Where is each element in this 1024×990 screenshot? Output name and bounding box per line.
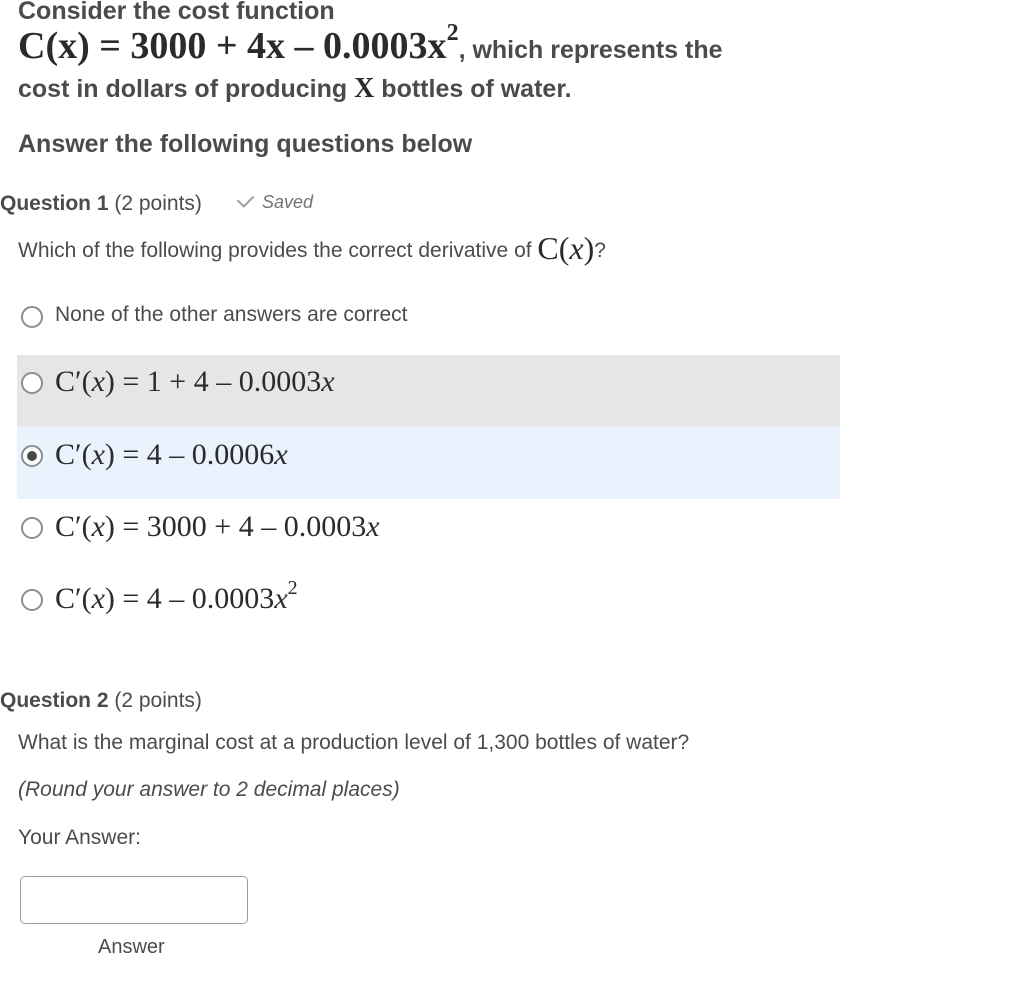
answer-instructions-heading: Answer the following questions below	[18, 130, 473, 158]
question-1-prompt: Which of the following provides the correct derivative of C(x)?	[18, 230, 606, 266]
answer-input-label: Answer	[98, 936, 165, 958]
option-exponent: 2	[287, 577, 298, 599]
your-answer-label: Your Answer:	[18, 826, 141, 849]
radio-dot-icon	[27, 451, 37, 461]
question-1-header	[0, 190, 202, 218]
cost-description: , which represents the	[458, 36, 723, 64]
cost-function-line	[18, 20, 723, 72]
radio-button[interactable]	[21, 306, 43, 328]
radio-button[interactable]	[21, 372, 43, 394]
cost-formula: $C(x) = 3000 + 4x - 0.0003x^2$	[18, 20, 459, 67]
option-label: C′(x) = 1 + 4 – 0.0003x	[55, 365, 335, 398]
answer-option-none[interactable]	[17, 281, 840, 353]
checkmark-icon	[237, 190, 255, 208]
radio-button[interactable]	[21, 517, 43, 539]
question-2-prompt: What is the marginal cost at a production level of 1,300 bottles of water?	[18, 731, 690, 754]
option-label: C′(x) = 4 – 0.0006x	[55, 438, 288, 471]
saved-status: Saved	[238, 189, 313, 215]
option-label: None of the other answers are correct	[55, 303, 408, 326]
answer-option-1[interactable]	[17, 355, 840, 427]
question-1-points: (2 points)	[108, 192, 202, 215]
variable-x: X	[354, 73, 375, 104]
question-2-points: (2 points)	[108, 689, 202, 712]
answer-option-4[interactable]	[17, 572, 840, 644]
question-2-header	[0, 687, 202, 715]
answer-option-3[interactable]	[17, 500, 840, 572]
intro-heading: Consider the cost function	[18, 0, 335, 25]
cost-formula-exponent: 2	[446, 20, 459, 46]
answer-option-2-selected[interactable]	[17, 427, 840, 499]
option-label: $C'(x) = 4 - 0.0003x^2$	[55, 577, 298, 615]
answer-input[interactable]	[20, 876, 248, 924]
question-2-title: Question 2	[0, 689, 109, 712]
question-2-rounding-note: (Round your answer to 2 decimal places)	[18, 778, 400, 801]
option-label: C′(x) = 3000 + 4 – 0.0003x	[55, 510, 380, 543]
derivative-target-math: C(x)	[537, 230, 595, 266]
radio-button-selected[interactable]	[21, 445, 43, 467]
radio-button[interactable]	[21, 589, 43, 611]
question-1-title: Question 1	[0, 192, 109, 215]
cost-description-line2: cost in dollars of producing X bottles of water.	[18, 73, 572, 104]
